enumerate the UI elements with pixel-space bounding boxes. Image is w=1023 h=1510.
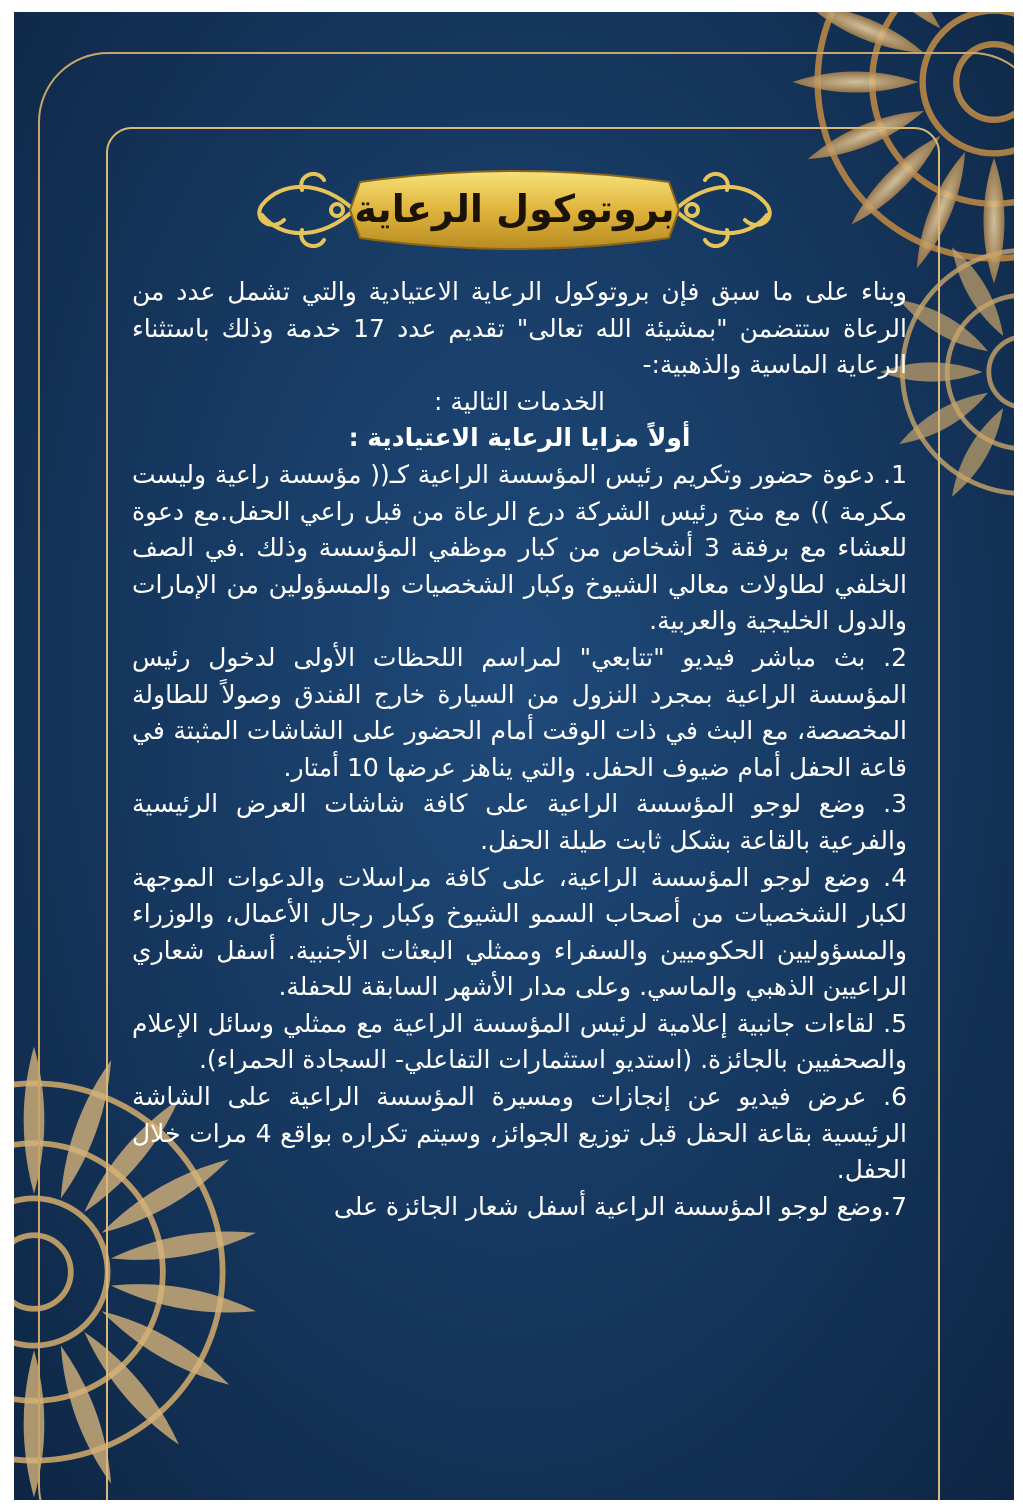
list-item-6: 6. عرض فيديو عن إنجازات ومسيرة المؤسسة الراعية على الشاشة الرئيسية بقاعة الحفل قبل توزيع الجوائز، وسيتم تكراره بواقع 4 مرات خلال الحفل. — [132, 1082, 907, 1185]
poster — [14, 12, 1014, 1500]
list-item-7: 7.وضع لوجو المؤسسة الراعية أسفل شعار الجائزة على — [333, 1191, 907, 1221]
list-item-5: 5. لقاءات جانبية إعلامية لرئيس المؤسسة الراعية مع ممثلي وسائل الإعلام والصحفيين بالجائزة. (استديو استثمارات التفاعلي- السجادة الحمراء). — [132, 1008, 907, 1075]
list-item-1: 1. دعوة حضور وتكريم رئيس المؤسسة الراعية كـ(( مؤسسة راعية وليست مكرمة )) مع منح رئيس الشركة درع الرعاة من قبل راعي الحفل.مع دعوة للعشاء مع برفقة 3 أشخاص من كبار موظفي المؤسسة وذلك .في الصف الخلفي لطاولات معالي الشيوخ وكبار الشخصيات والمسؤولين من الإمارات والدول الخليجية والعربية. — [132, 459, 907, 636]
intro-paragraph: وبناء على ما سبق فإن بروتوكول الرعاية الاعتيادية والتي تشمل عدد من الرعاة ستتضمن "بمشيئة الله تعالى" تقديم عدد 17 خدمة وذلك باستثناء الرعاية الماسية والذهبية:- — [132, 277, 907, 380]
list-item-4: 4. وضع لوجو المؤسسة الراعية، على كافة مراسلات والدعوات الموجهة لكبار الشخصيات من أصحاب السمو الشيوخ وكبار رجال الأعمال، والوزراء والمسؤوليين الحكوميين والسفراء وممثلي البعثات الأجنبية. أسفل شعاري الراعيين الذهبي والماسي. وعلى مدار الأشهر السابقة للحفلة. — [132, 862, 907, 1002]
list-item-3: 3. وضع لوجو المؤسسة الراعية على كافة شاشات العرض الرئيسية والفرعية بالقاعة بشكل ثابت طيلة الحفل. — [132, 789, 907, 855]
title-banner — [242, 160, 787, 260]
list-item-2: 2. بث مباشر فيديو "تتابعي" لمراسم اللحظات الأولى لدخول رئيس المؤسسة الراعية بمجرد النزول من السيارة خارج الفندق وصولاً للطاولة المخصصة، مع البث في ذات الوقت أمام الحضور على الشاشات المثبتة في قاعة الحفل أمام ضيوف الحفل. والتي يناهز عرضها 10 أمتار. — [132, 642, 907, 782]
intro-tail: الخدمات التالية : — [434, 386, 605, 416]
section-heading: أولاً مزايا الرعاية الاعتيادية : — [348, 423, 691, 453]
mandala-petal — [14, 1057, 17, 1202]
page-title: بروتوكول الرعاية — [354, 187, 675, 231]
mandala-petal — [14, 1342, 17, 1487]
content-body — [132, 274, 907, 1225]
